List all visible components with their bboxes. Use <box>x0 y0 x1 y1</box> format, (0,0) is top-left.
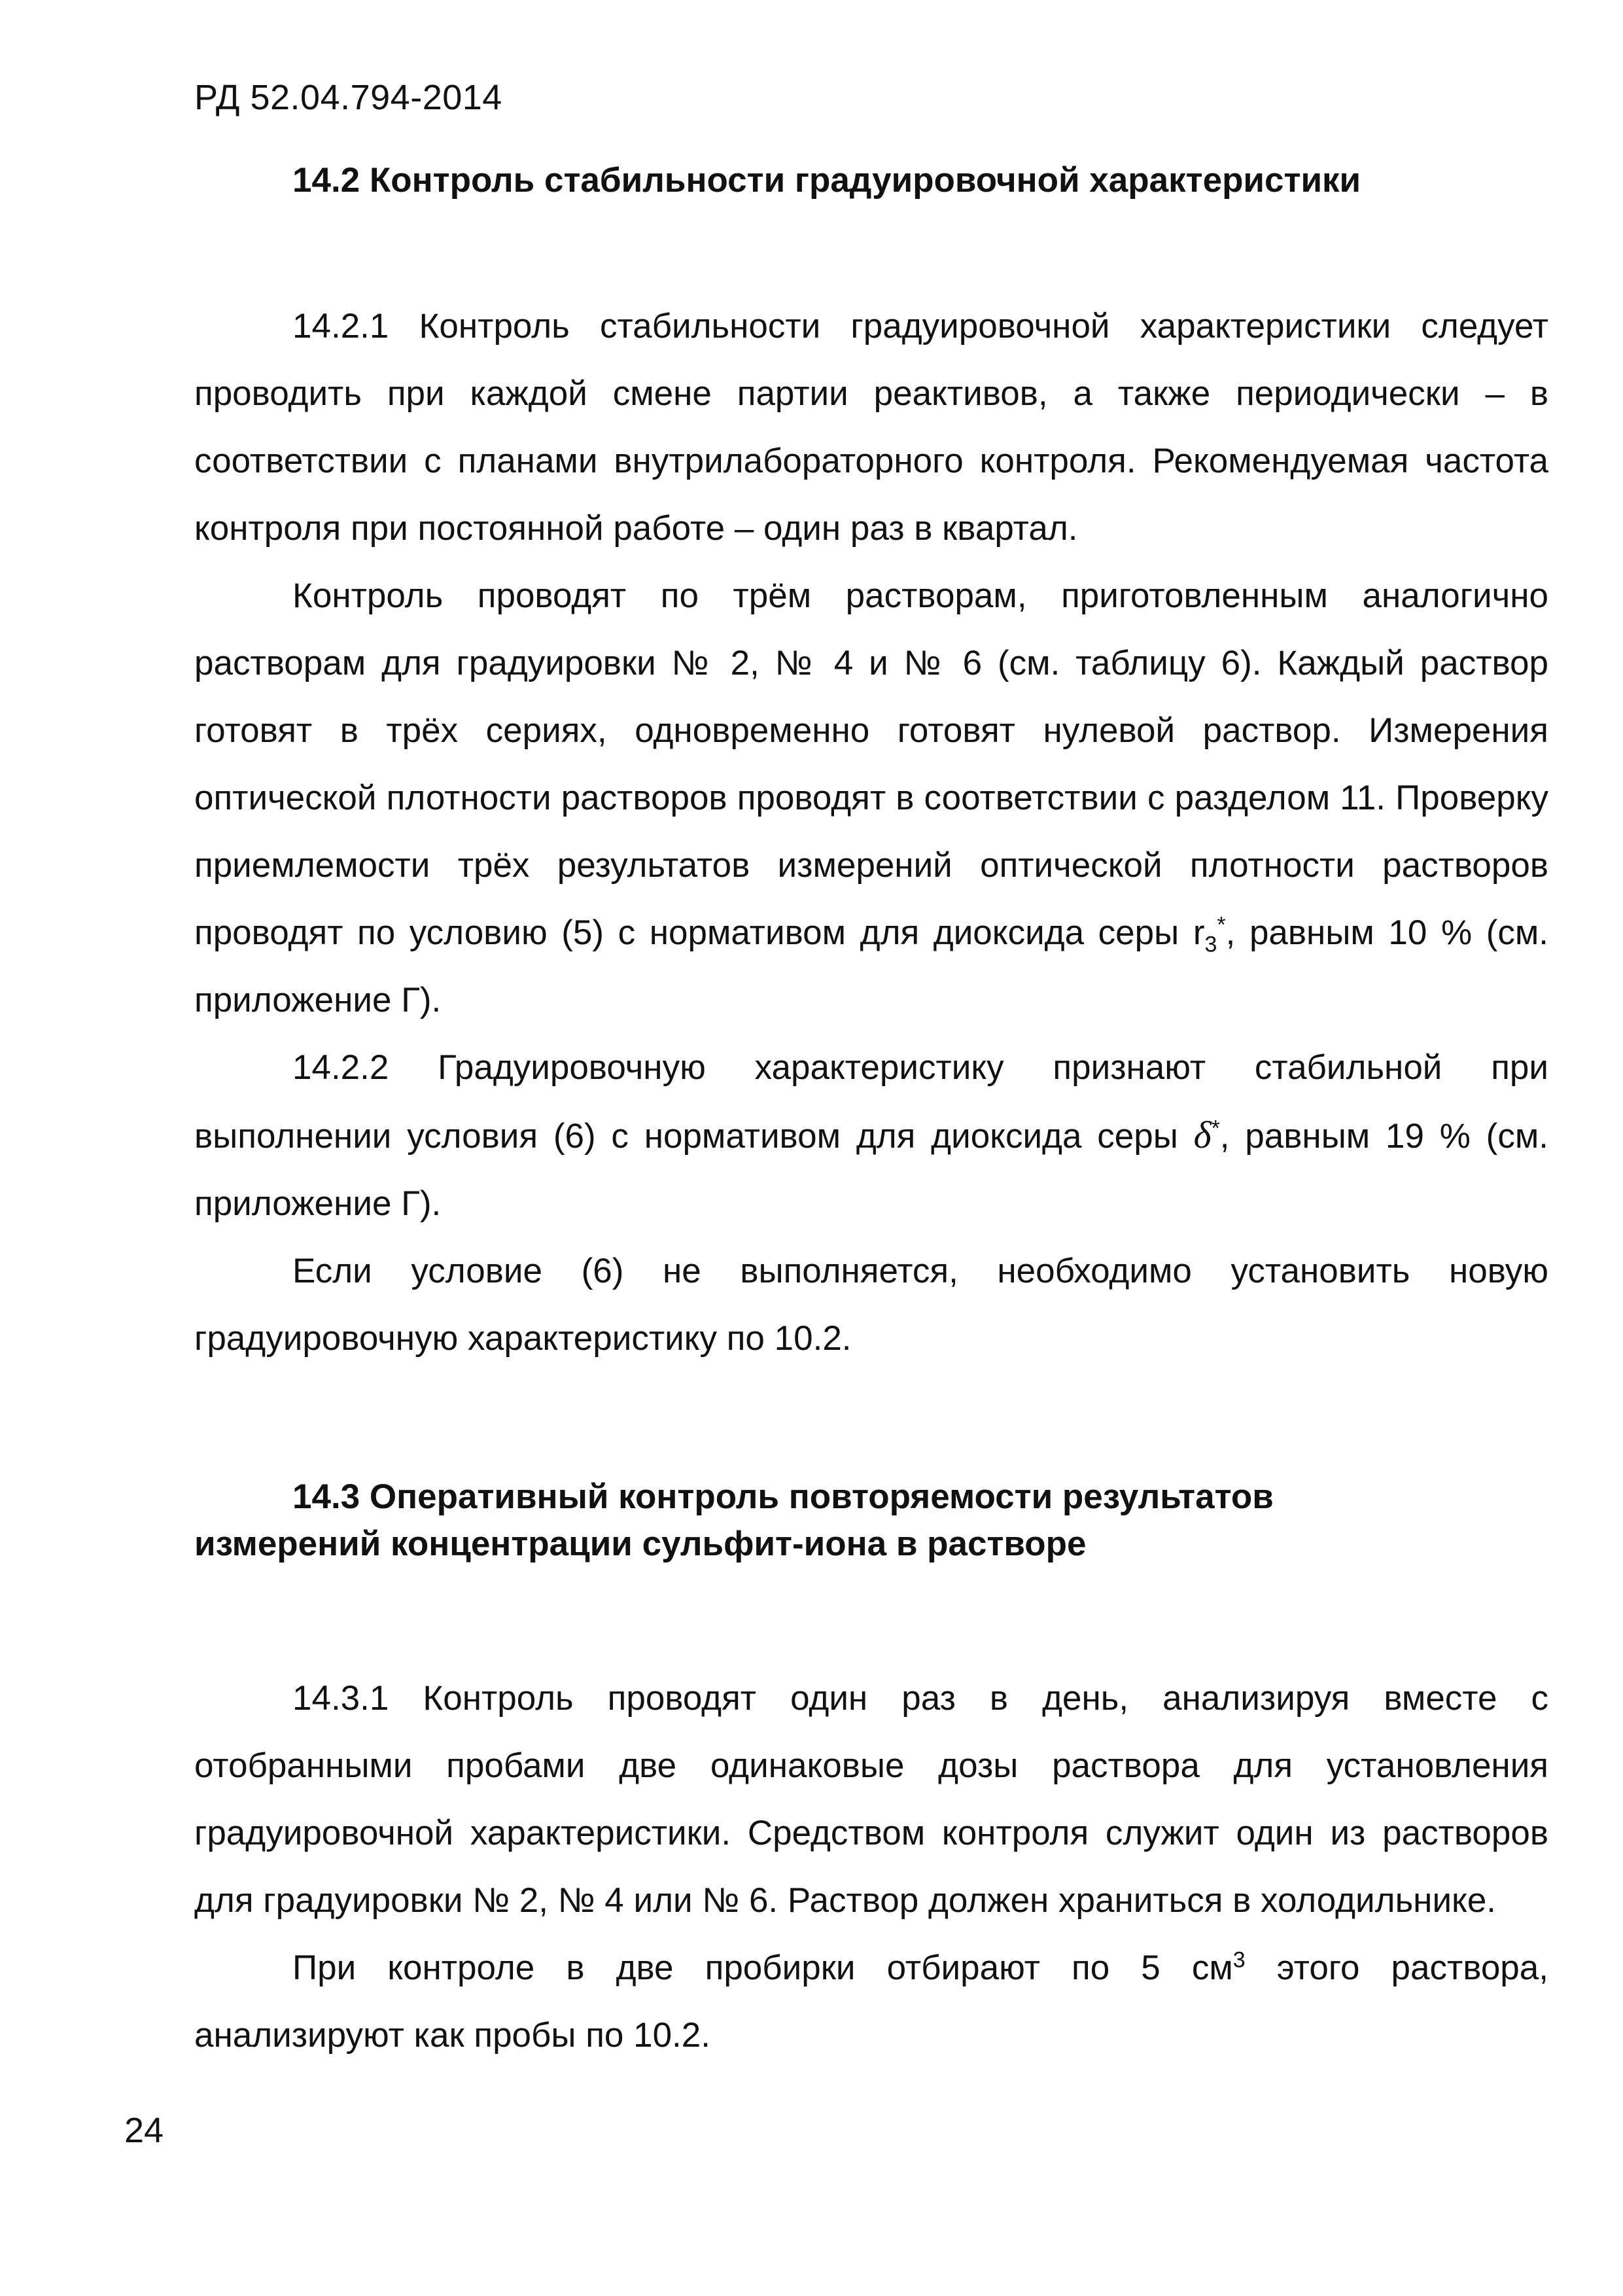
symbol-r: r <box>1193 913 1205 952</box>
paragraph-14-3-1: 14.3.1 Контроль проводят один раз в день, анализируя вместе с отобранными пробами две одинаковые дозы раствора для установления градуировочной характеристики. Средством контроля служит один из растворов для градуировки № 2, № 4 или № 6. Раствор должен храниться в холодильнике. <box>194 1679 1548 1920</box>
norm-symbol-r3 <box>1193 912 1226 957</box>
document-code: РД 52.04.794-2014 <box>194 78 502 117</box>
paragraph-if-condition-fails: Если условие (6) не выполняется, необходимо установить новую градуировочную характеристику по 10.2. <box>194 1252 1548 1358</box>
subscript-3: 3 <box>1204 932 1217 957</box>
section-14-3-heading-line2: измерений концентрации сульфит-иона в растворе <box>194 1525 1087 1563</box>
paragraph-14-2-2-tail: , равным 19 % (см. приложение Г). <box>194 1117 1548 1223</box>
delta-superscript-asterisk: * <box>1211 1116 1220 1141</box>
paragraph-test-tubes-tail: этого раствора, анализируют как пробы по 10.2. <box>194 1949 1548 2055</box>
paragraph-control-solutions-text: Контроль проводят по трём растворам, приготовленным аналогично растворам для градуировки № 2, № 4 и № 6 (см. таблицу 6). Каждый раствор готовят в трёх сериях, одновременно готовят нулевой раствор. Измерения оптической плотности растворов проводят в соответствии с разделом 11. Проверку приемлемости трёх результатов измерений оптической плотности растворов проводят по условию (5) с нормативом для диоксида серы <box>194 576 1548 952</box>
section-14-2-heading: 14.2 Контроль стабильности градуировочной характеристики <box>292 161 1361 200</box>
page-number: 24 <box>124 2111 164 2150</box>
section-14-3-heading <box>194 1474 1548 1568</box>
paragraph-test-tubes-text: При контроле в две пробирки отбирают по 5 см <box>292 1949 1233 1987</box>
paragraph-control-solutions <box>194 562 1548 1034</box>
symbol-delta: δ <box>1193 1114 1212 1156</box>
superscript-asterisk: * <box>1217 912 1226 938</box>
paragraph-14-2-2-text: 14.2.2 Градуировочную характеристику признают стабильной при выполнении условия (6) с нормативом для диоксида серы <box>194 1048 1548 1156</box>
paragraph-control-solutions-tail: , равным 10 % (см. приложение Г). <box>194 913 1549 1019</box>
page-content <box>194 157 1548 2069</box>
section-14-3-heading-line1: 14.3 Оперативный контроль повторяемости результатов <box>292 1477 1274 1516</box>
paragraph-test-tubes <box>194 1934 1548 2069</box>
paragraph-14-2-1: 14.2.1 Контроль стабильности градуировочной характеристики следует проводить при каждой смене партии реактивов, а также периодически – в соответствии с планами внутрилабораторного контроля. Рекомендуемая частота контроля при постоянной работе – один раз в квартал. <box>194 307 1548 548</box>
superscript-cubic: 3 <box>1232 1947 1246 1973</box>
paragraph-14-2-2 <box>194 1034 1548 1237</box>
